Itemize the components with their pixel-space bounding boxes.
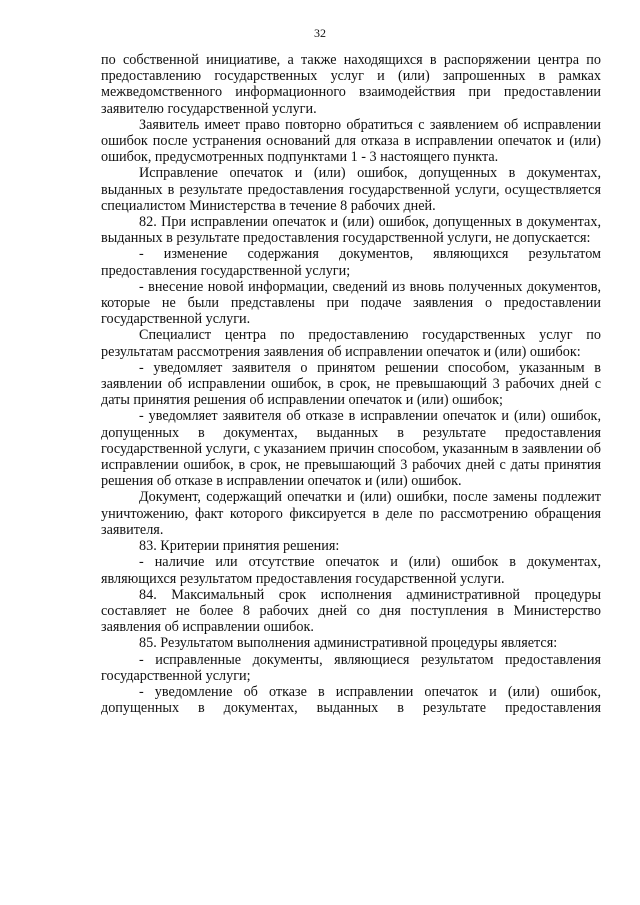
- paragraph-document-destruction: Документ, содержащий опечатки и (или) ошибки, после замены подлежит уничтожению, факт которого фиксируется в деле по рассмотрению обращения заявителя.: [101, 489, 601, 538]
- document-body: [101, 52, 601, 716]
- list-item: - изменение содержания документов, являющихся результатом предоставления государственной услуги;: [101, 246, 601, 279]
- list-item: - исправленные документы, являющиеся результатом предоставления государственной услуги;: [101, 651, 601, 684]
- paragraph-correction-term: Исправление опечаток и (или) ошибок, допущенных в документах, выданных в результате предоставления государственной услуги, осуществляется специалистом Министерства в течение 8 рабочих дней.: [101, 165, 601, 214]
- paragraph-85: 85. Результатом выполнения административной процедуры является:: [139, 635, 558, 652]
- paragraph-82: 82. При исправлении опечаток и (или) ошибок, допущенных в документах, выданных в результате предоставления государственной услуги, не допускается:: [101, 214, 601, 247]
- paragraph-84: 84. Максимальный срок исполнения административной процедуры составляет не более 8 рабочих дней со дня поступления в Министерство заявления об исправлении ошибок.: [101, 586, 601, 636]
- paragraph-83: 83. Критерии принятия решения:: [139, 538, 340, 555]
- list-item: - внесение новой информации, сведений из вновь полученных документов, которые не были представлены при подаче заявления о предоставлении государственной услуги.: [101, 278, 601, 328]
- paragraph-specialist: Специалист центра по предоставлению государственных услуг по результатам рассмотрения заявления об исправлении опечаток и (или) ошибок:: [101, 327, 601, 360]
- paragraph-reapply-right: Заявитель имеет право повторно обратиться с заявлением об исправлении ошибок после устранения оснований для отказа в исправлении опечаток и (или) ошибок, предусмотренных подпунктами 1 - 3 настоящего пункта.: [101, 116, 601, 166]
- page-number: 32: [314, 26, 326, 40]
- paragraph-continuation: по собственной инициативе, а также находящихся в распоряжении центра по предоставлению государственных услуг и (или) запрошенных в рамках межведомственного информационного взаимодействия при предоставлении заявителю государственной услуги.: [101, 52, 601, 117]
- list-item: - уведомляет заявителя об отказе в исправлении опечаток и (или) ошибок, допущенных в документах, выданных в результате предоставления государственной услуги, с указанием причин способом, указанным в заявлении об исправлении ошибок, в срок, не превышающий 3 рабочих дней с даты принятия решения об отказе в исправлении опечаток и (или) ошибок.: [101, 408, 601, 490]
- list-item: - уведомляет заявителя о принятом решении способом, указанным в заявлении об исправлении ошибок, в срок, не превышающий 3 рабочих дней с даты принятия решения об исправлении опечаток и (или) ошибок;: [101, 359, 601, 409]
- list-item: - наличие или отсутствие опечаток и (или) ошибок в документах, являющихся результатом предоставления государственной услуги.: [101, 554, 601, 587]
- list-item: - уведомление об отказе в исправлении опечаток и (или) ошибок, допущенных в документах, выданных в результате предоставления: [101, 683, 601, 717]
